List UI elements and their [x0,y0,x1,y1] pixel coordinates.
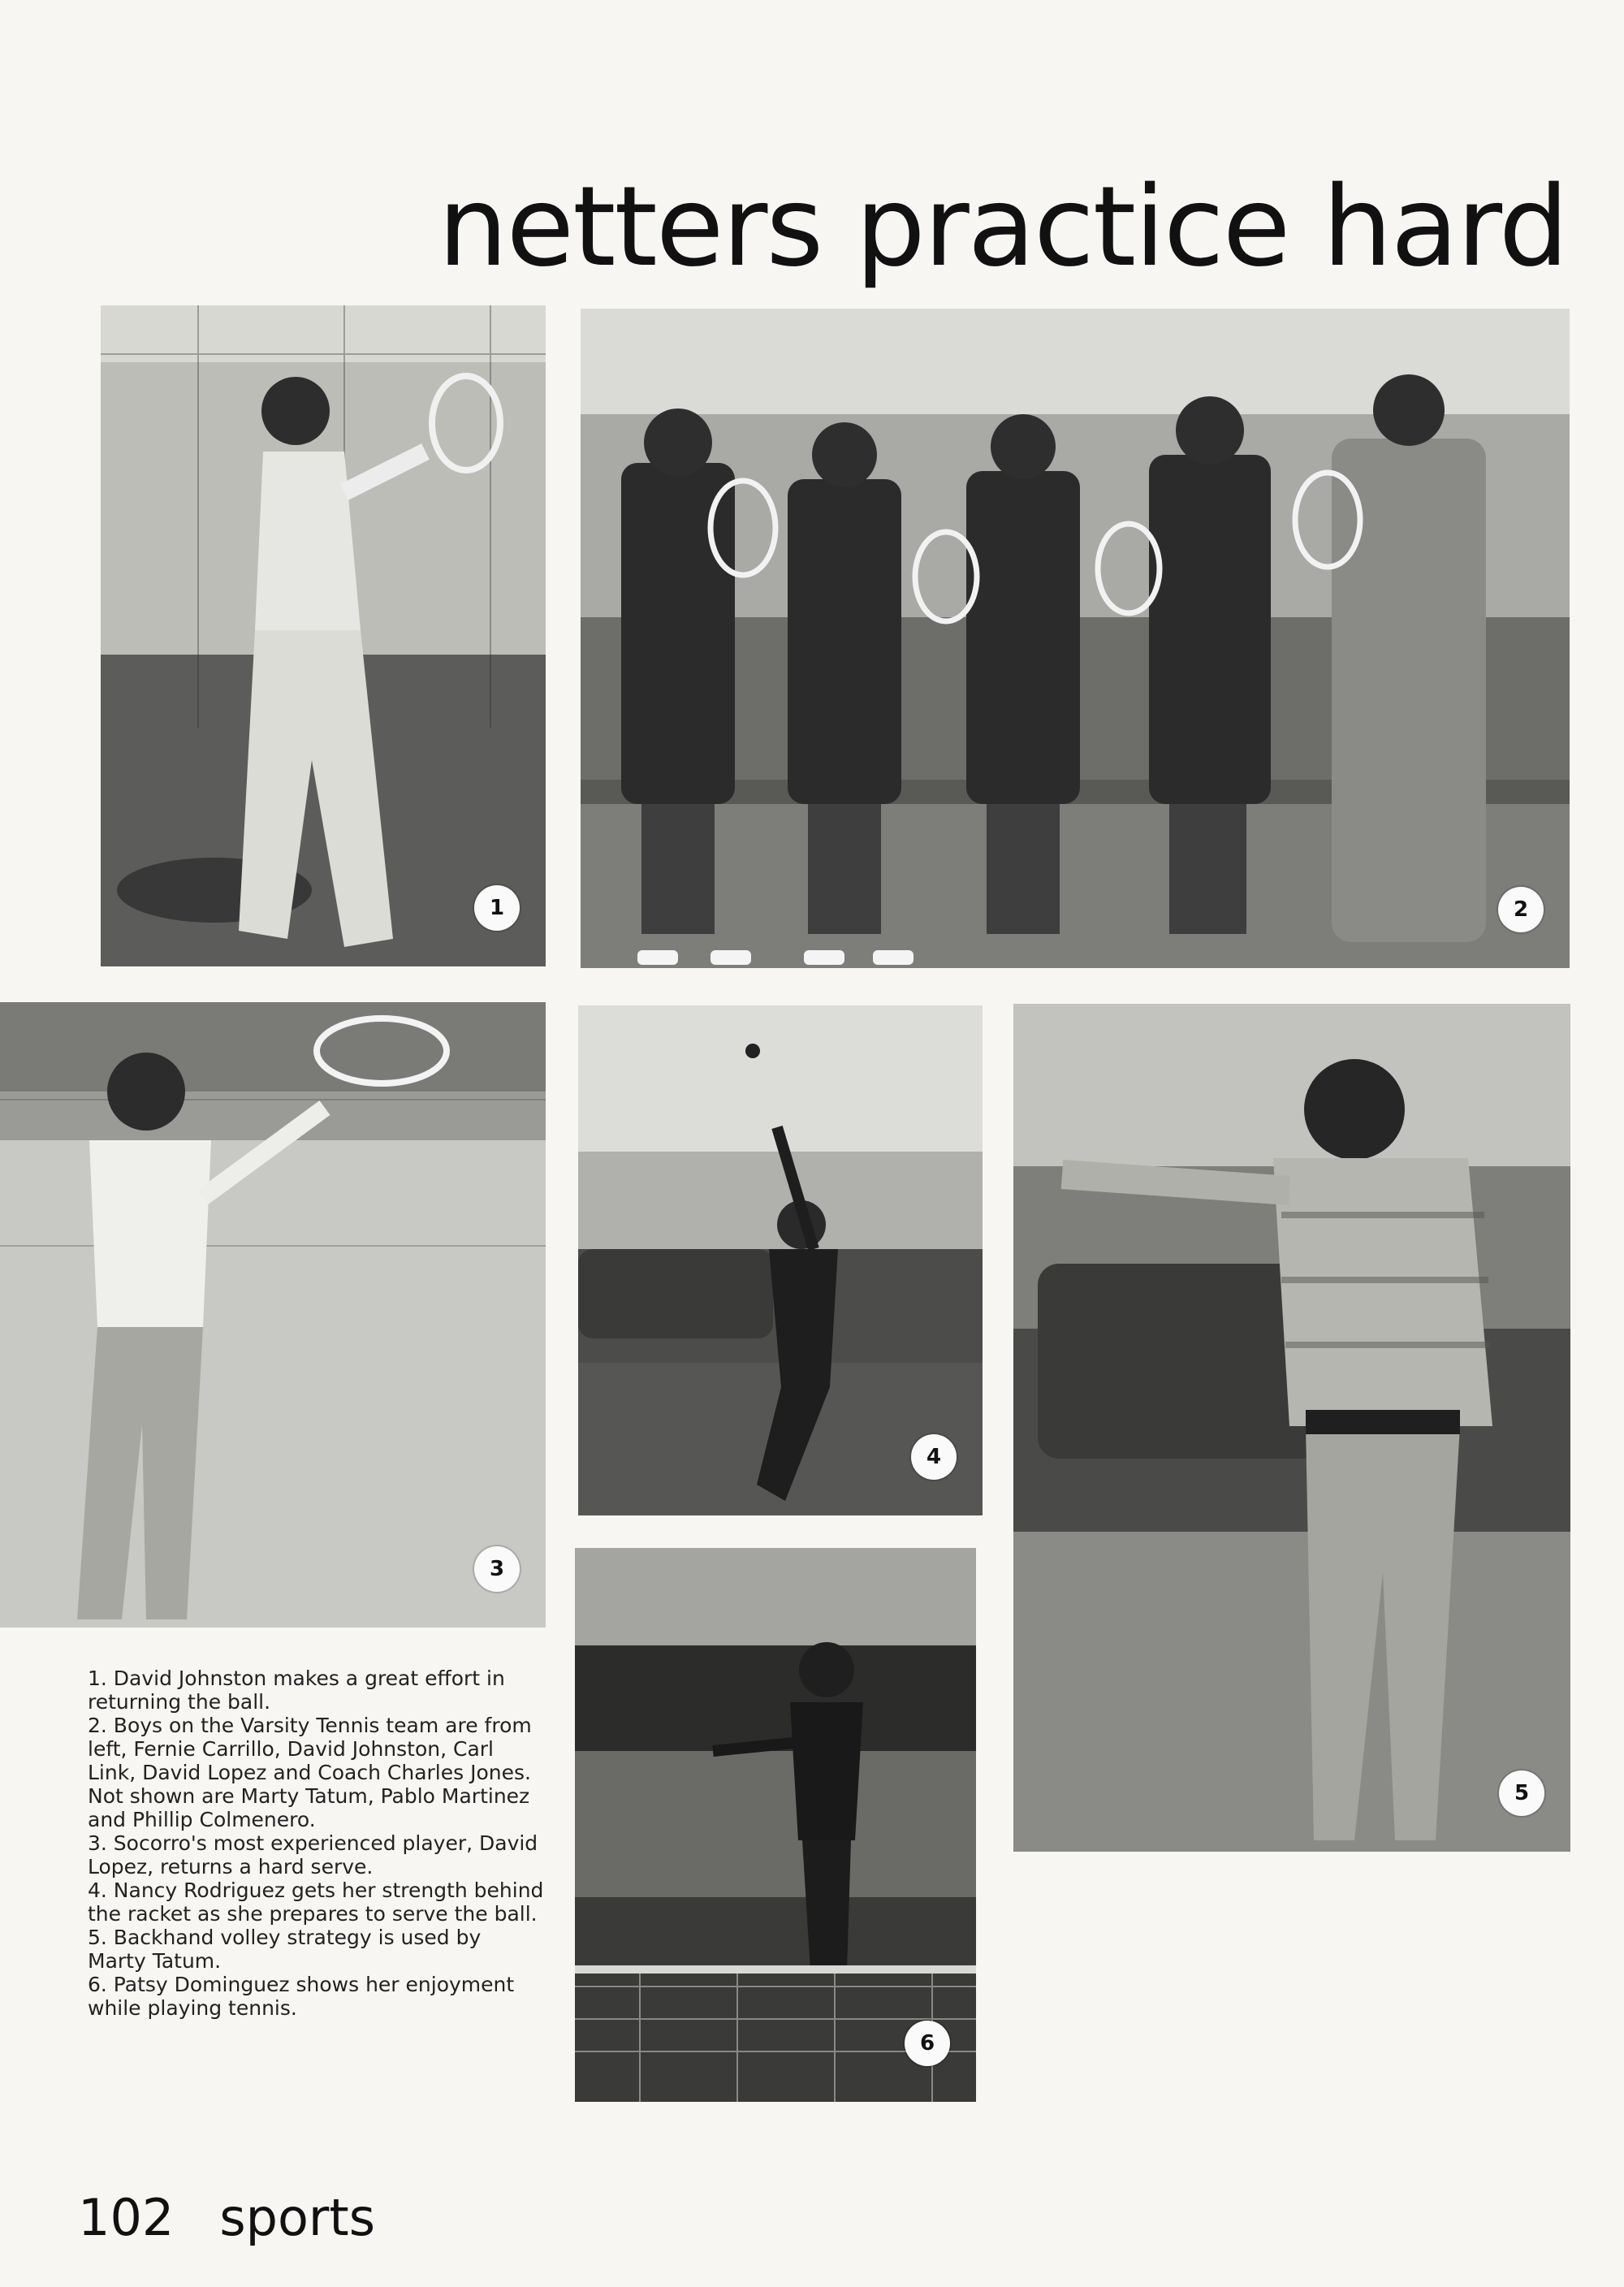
caption-6: 6. Patsy Dominguez shows her enjoyment while playing tennis. [88,1973,515,2020]
photo-number-badge: 3 [474,1546,520,1592]
photo-6-image [575,1548,976,2102]
photo-2-image [581,309,1570,968]
photo-5 [1013,1004,1570,1852]
photo-4 [578,1005,983,1515]
photo-number-badge: 1 [474,885,520,931]
photo-number-badge: 5 [1499,1770,1544,1816]
photo-captions [88,1667,544,2020]
caption-5: 5. Backhand volley strategy is used by Marty Tatum. [88,1926,482,1973]
page-number: 102 [78,2188,175,2247]
photo-1 [101,305,546,966]
photo-number-badge: 2 [1498,887,1544,932]
photo-6 [575,1548,976,2102]
caption-4: 4. Nancy Rodriguez gets her strength behind the racket as she prepares to serve the ball. [88,1878,544,1926]
photo-3 [0,1002,546,1628]
section-label: sports [219,2188,376,2247]
page-title: netters practice hard [438,163,1567,292]
photo-5-image [1013,1004,1570,1852]
caption-3: 3. Socorro's most experienced player, David Lopez, returns a hard serve. [88,1831,538,1878]
photo-number-badge: 6 [905,2021,950,2066]
photo-3-image [0,1002,546,1628]
photo-number-badge: 4 [911,1434,957,1480]
caption-2: 2. Boys on the Varsity Tennis team are from left, Fernie Carrillo, David Johnston, Carl Link, David Lopez and Coach Charles Jones. Not shown are Marty Tatum, Pablo Martinez and Phillip Colmenero. [88,1714,532,1831]
caption-1: 1. David Johnston makes a great effort in returning the ball. [88,1667,505,1714]
photo-2 [581,309,1570,968]
page-footer [78,2188,376,2247]
photo-1-image [101,305,546,966]
